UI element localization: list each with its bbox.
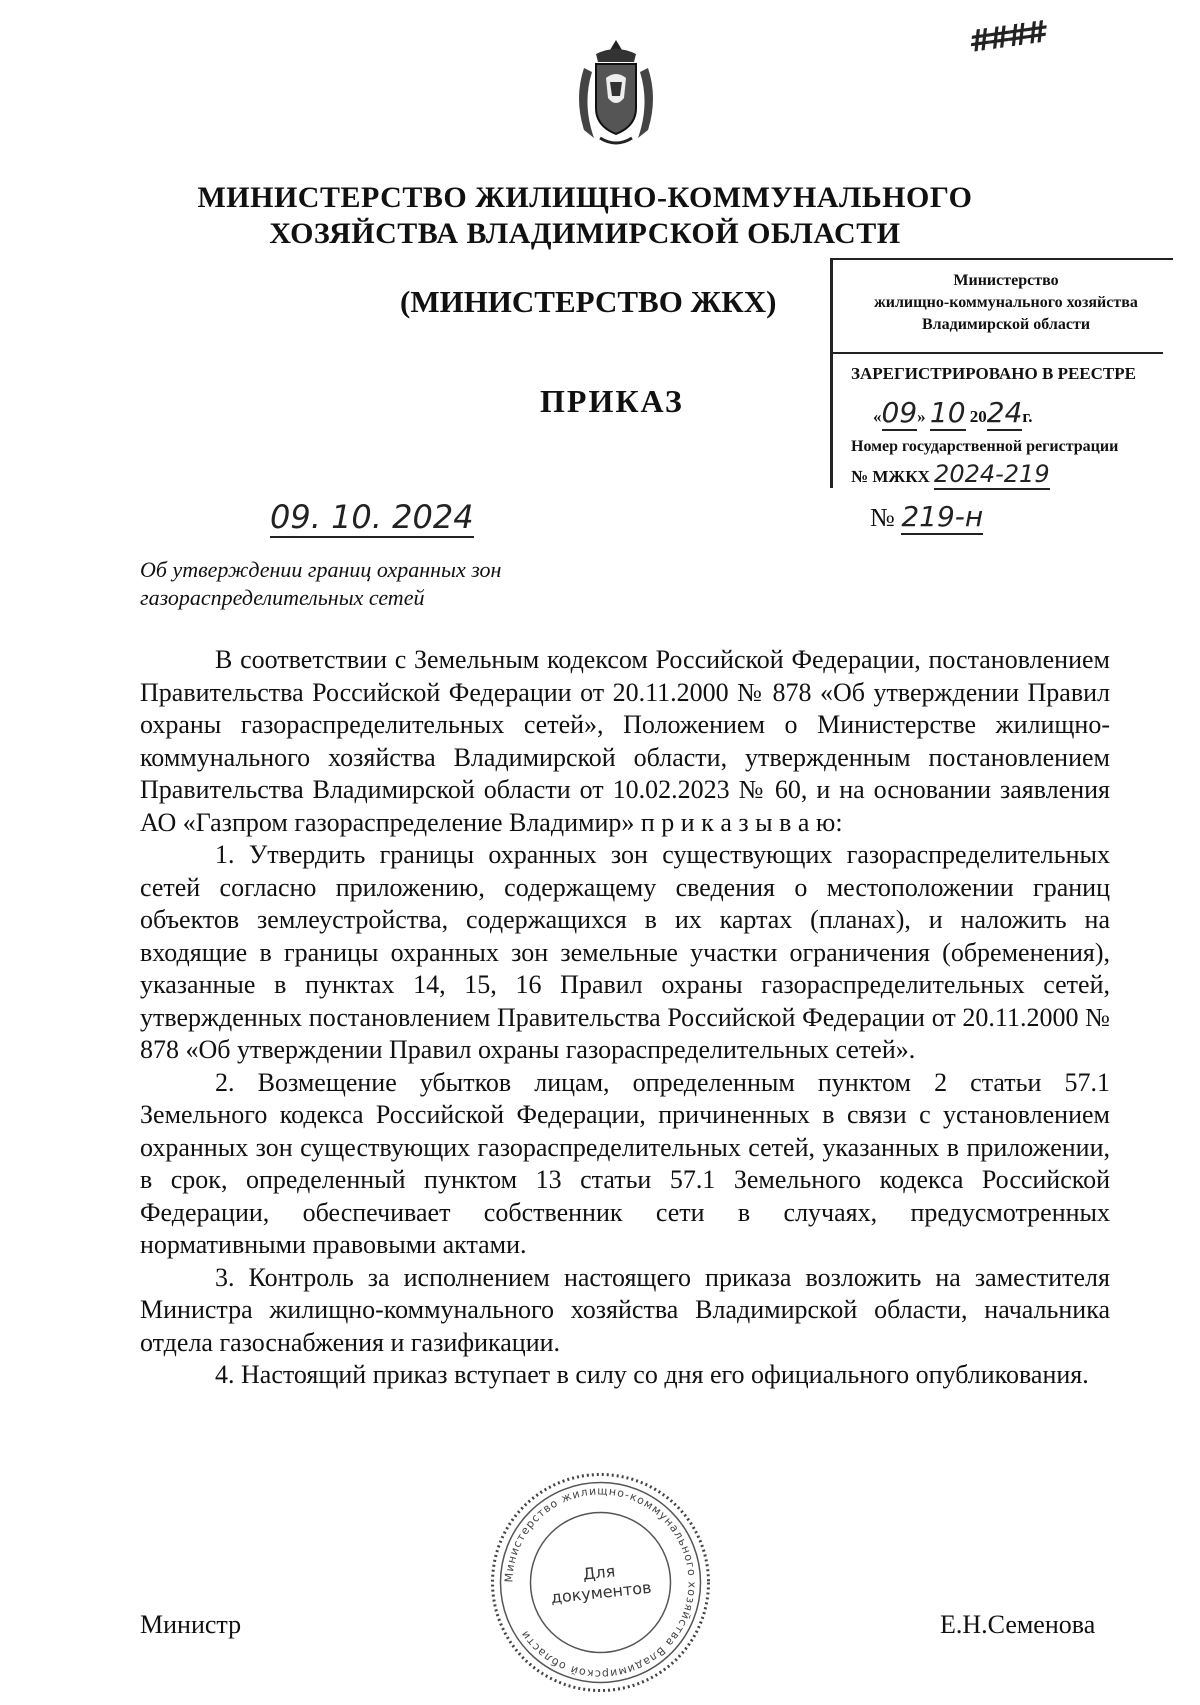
seal-center-line1: Для <box>581 1561 617 1584</box>
stamp-state-reg-prefix: № МЖКХ <box>851 467 930 486</box>
stamp-org-line3: Владимирской области <box>921 316 1091 333</box>
stamp-reg-year-prefix: 20 <box>969 407 987 426</box>
order-body <box>140 644 1110 1392</box>
seal-ring-text: Министерство жилищно-коммунального хозяйства Владимирской области <box>502 1484 699 1681</box>
body-item-1: 1. Утвердить границы охранных зон существующих газораспределительных сетей согласно приложению, содержащему сведения о местоположении границ объектов землеустройства, содержащихся в их картах (планах), и наложить на входящие в границы охранных зон земельные участки ограничения (обременения), указанные в пунктах 14, 15, 16 Правил охраны газораспределительных сетей, утвержденных постановлением Правительства Российской Федерации от 20.11.2000 № 878 «Об утверждении Правил охраны газораспределительных сетей». <box>140 840 1110 1064</box>
ministry-name-line1: МИНИСТЕРСТВО ЖИЛИЩНО-КОММУНАЛЬНОГО <box>197 181 973 214</box>
official-seal <box>488 1470 713 1695</box>
signature-title: Министр <box>140 1610 242 1639</box>
stamp-state-reg-number-row <box>851 460 1050 490</box>
signatory-name: Е.Н.Семенова <box>940 1610 1096 1639</box>
handwritten-corner-mark: #### <box>965 14 1046 61</box>
body-item-4: 4. Настоящий приказ вступает в силу со дня его официального опубликования. <box>215 1360 1089 1389</box>
order-number-row <box>870 500 983 535</box>
stamp-org-line1: Министерство <box>953 272 1059 289</box>
body-preamble: В соответствии с Земельным кодексом Российской Федерации, постановлением Правительства Российской Федерации от 20.11.2000 № 878 «Об утверждении Правил охраны газораспределительных сетей», Положением о Министерстве жилищно-коммунального хозяйства Владимирской области, утвержденным постановлением Правительства Владимирской области от 10.02.2023 № 60, и на основании заявления АО «Газпром газораспределение Владимир» п р и к а з ы в а ю: <box>140 645 1110 837</box>
order-number: 219-н <box>901 500 984 533</box>
ministry-name <box>150 180 1020 252</box>
body-item-3: 3. Контроль за исполнением настоящего приказа возложить на заместителя Министра жилищно-коммунального хозяйства Владимирской области, начальника отдела газоснабжения и газификации. <box>140 1262 1110 1357</box>
stamp-reg-day: 09 <box>881 396 918 429</box>
order-number-prefix: № <box>870 503 895 532</box>
ministry-name-line2: ХОЗЯЙСТВА ВЛАДИМИРСКОЙ ОБЛАСТИ <box>269 217 901 250</box>
seal-center-line2: документов <box>549 1577 653 1608</box>
stamp-state-reg-number: 2024-219 <box>934 460 1050 488</box>
stamp-registered-label: ЗАРЕГИСТРИРОВАНО В РЕЕСТРЕ <box>851 364 1136 383</box>
stamp-registration-date: «09» 10 2024г. <box>873 396 1033 429</box>
document-type-title: ПРИКАЗ <box>540 383 684 419</box>
stamp-reg-year-unit: г. <box>1022 407 1033 426</box>
order-subject-line1: Об утверждении границ охранных зон <box>140 557 502 582</box>
stamp-org-line2: жилищно-коммунального хозяйства <box>874 294 1138 311</box>
stamp-organization <box>851 270 1161 336</box>
order-date: 09. 10. 2024 <box>270 498 474 536</box>
coat-of-arms-emblem <box>570 38 662 148</box>
registration-stamp <box>830 258 1173 488</box>
body-item-2: 2. Возмещение убытков лицам, определенным пунктом 2 статьи 57.1 Земельного кодекса Российской Федерации, причиненных в связи с установлением охранных зон существующих газораспределительных сетей, указанных в приложении, в срок, определенный пунктом 13 статьи 57.1 Земельного кодекса Российской Федерации, обеспечивает собственник сети в случаях, предусмотренных нормативными правовыми актами. <box>140 1067 1110 1259</box>
stamp-reg-year-suffix: 24 <box>986 396 1023 429</box>
ministry-short-name: (МИНИСТЕРСТВО ЖКХ) <box>400 284 777 319</box>
stamp-divider <box>833 352 1163 354</box>
order-subject-line2: газораспределительных сетей <box>140 585 425 610</box>
stamp-state-reg-label: Номер государственной регистрации <box>851 438 1119 455</box>
order-subject <box>140 556 620 612</box>
stamp-reg-month: 10 <box>929 396 966 429</box>
